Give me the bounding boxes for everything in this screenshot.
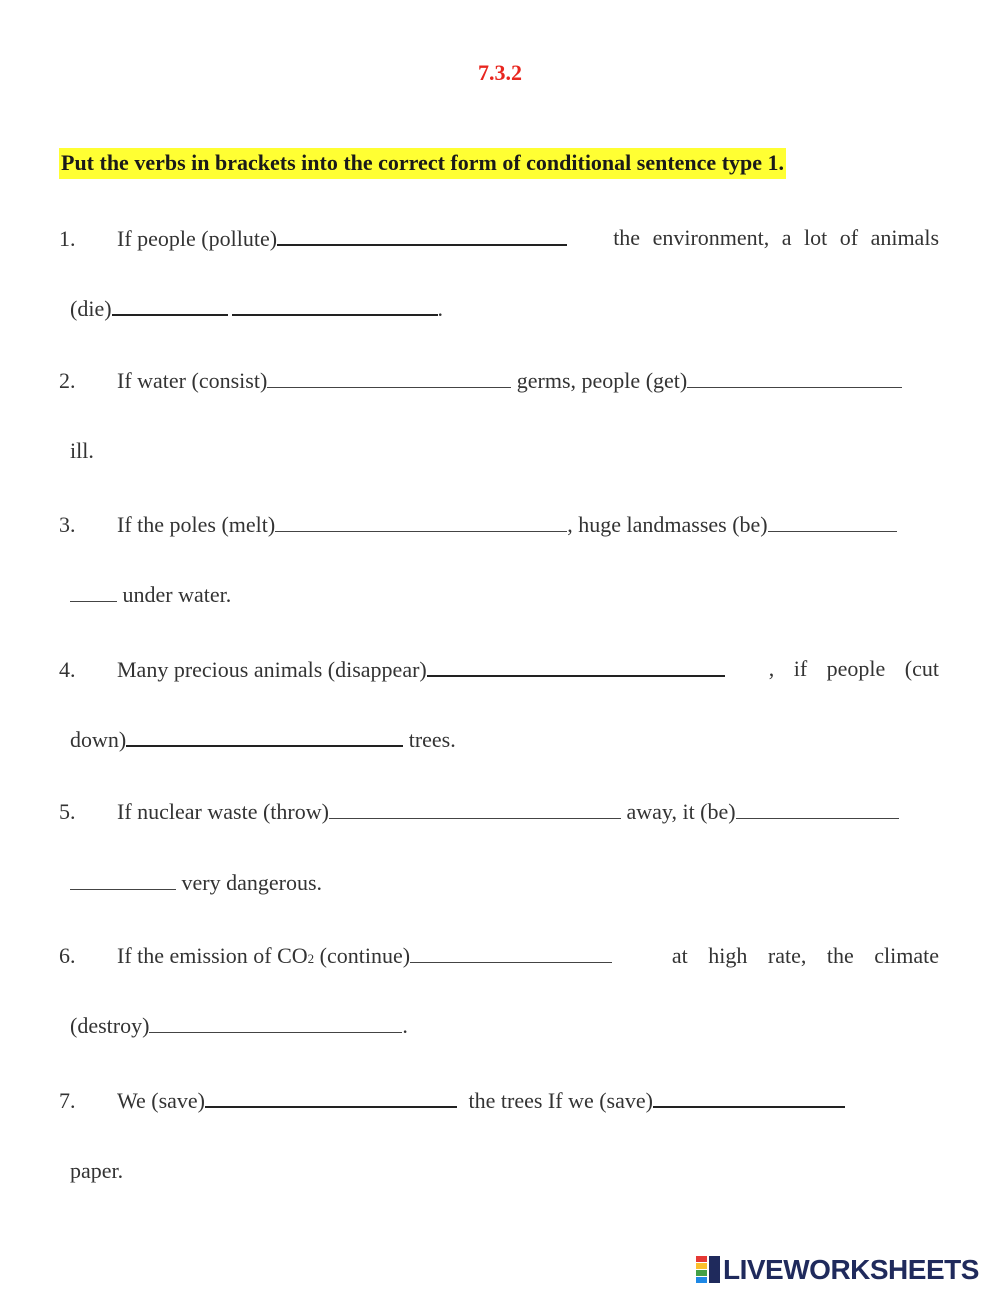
answer-blank[interactable] (768, 511, 897, 532)
answer-blank[interactable] (267, 367, 511, 388)
question-text: If people (pollute) (117, 226, 278, 251)
answer-blank[interactable] (277, 224, 567, 246)
question-number: 4. (59, 657, 76, 682)
answer-blank[interactable] (410, 942, 612, 963)
question-text: . (402, 1013, 408, 1038)
answer-blank[interactable] (736, 798, 899, 819)
question-text: trees. (408, 727, 456, 752)
question-4 (59, 655, 939, 684)
question-6 (59, 942, 939, 973)
question-1 (59, 224, 939, 253)
answer-blank[interactable] (653, 1086, 845, 1108)
question-text: ill. (70, 438, 94, 463)
answer-blank[interactable] (112, 294, 228, 316)
question-text: . (437, 296, 444, 321)
question-number: 3. (59, 512, 76, 537)
question-text: paper. (70, 1158, 124, 1183)
question-7 (59, 1086, 939, 1115)
question-5 (59, 798, 939, 826)
question-text: germs, people (get) (516, 368, 688, 393)
answer-blank[interactable] (275, 511, 567, 532)
question-3-continued (70, 581, 939, 609)
question-number: 6. (59, 943, 76, 968)
question-text: If the poles (melt) (117, 512, 276, 537)
question-text: , huge landmasses (be) (567, 512, 768, 537)
answer-blank[interactable] (126, 725, 403, 747)
answer-blank[interactable] (687, 367, 902, 388)
question-6-continued (70, 1012, 939, 1040)
question-2 (59, 367, 939, 395)
answer-blank[interactable] (149, 1012, 402, 1033)
answer-blank[interactable] (427, 655, 725, 677)
question-text: under water. (122, 582, 232, 607)
question-text: (die) (70, 296, 112, 321)
worksheet-title: 7.3.2 (478, 60, 522, 85)
question-text: If the emission of CO (117, 943, 308, 968)
question-text: the environment, a lot of animals (613, 225, 939, 250)
answer-blank[interactable] (70, 581, 117, 602)
question-text: , if people (cut (768, 656, 939, 681)
answer-blank[interactable] (205, 1086, 457, 1108)
question-5-continued (70, 869, 939, 897)
question-text: Many precious animals (disappear) (117, 657, 427, 682)
question-number: 7. (59, 1088, 76, 1113)
question-text: (destroy) (70, 1013, 150, 1038)
question-1-continued (70, 294, 939, 323)
instruction-highlighted: Put the verbs in brackets into the correct form of conditional sentence type 1. (59, 148, 786, 179)
answer-blank[interactable] (70, 869, 176, 890)
liveworksheets-mark-icon (696, 1256, 720, 1284)
question-text: the trees If we (save) (468, 1088, 653, 1113)
question-text: We (save) (117, 1088, 206, 1113)
question-text: very dangerous. (181, 870, 323, 895)
question-4-continued (70, 725, 939, 754)
question-2-continued (70, 437, 939, 465)
question-3 (59, 511, 939, 539)
question-text: If nuclear waste (throw) (117, 799, 329, 824)
question-text: down) (70, 727, 127, 752)
question-text: away, it (be) (626, 799, 736, 824)
answer-blank[interactable] (329, 798, 621, 819)
liveworksheets-logo[interactable] (696, 1252, 979, 1288)
question-7-continued (70, 1157, 939, 1185)
subscript-2: 2 (307, 951, 315, 966)
question-number: 5. (59, 799, 76, 824)
question-text: If water (consist) (117, 368, 268, 393)
question-number: 1. (59, 226, 76, 251)
logo-text: LIVEWORKSHEETS (723, 1254, 979, 1285)
question-text: at high rate, the climate (671, 943, 939, 968)
answer-blank[interactable] (232, 294, 438, 316)
question-text: (continue) (319, 943, 411, 968)
question-number: 2. (59, 368, 76, 393)
